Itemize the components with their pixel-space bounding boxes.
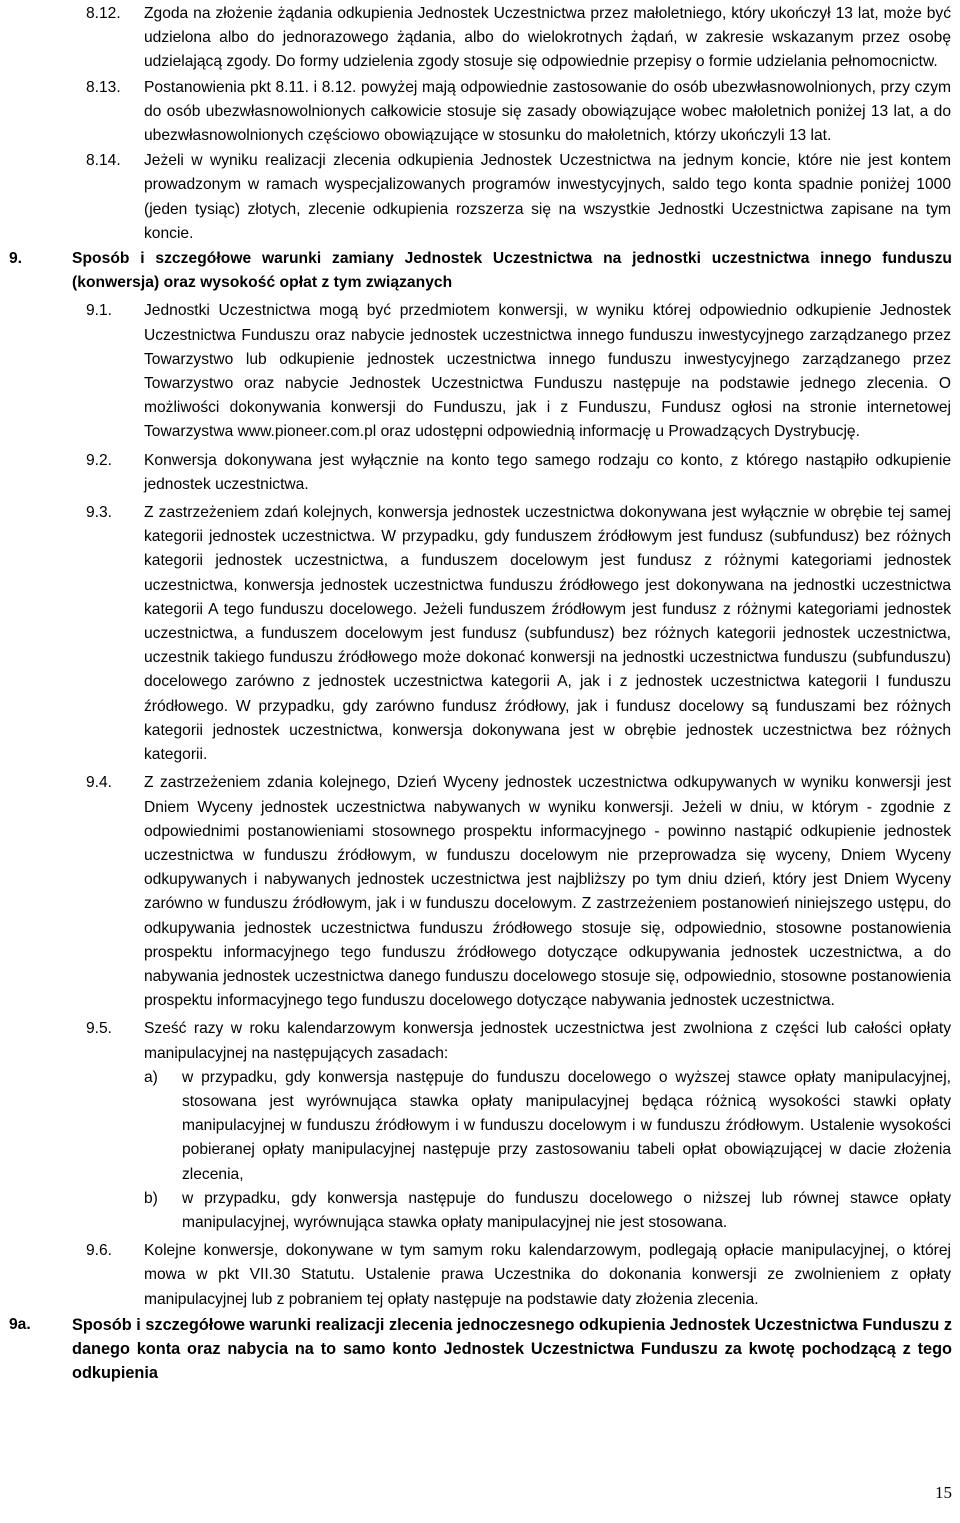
section-9-heading [0, 247, 960, 295]
clause-number: 8.14. [86, 152, 121, 170]
clause-9-2 [0, 449, 960, 497]
clause-text: Z zastrzeżeniem zdania kolejnego, Dzień Wyceny jednostek uczestnictwa odkupywanych w wyniku konwersji jest Dniem Wyceny jednostek uczestnictwa nabywanych w wyniku konwersji. Jeżeli w dniu, w którym - zgodnie z odpowiednimi postanowieniami stosownego prospektu informacyjnego - powinno nastąpić odkupienie jednostek uczestnictwa w funduszu źródłowym, w funduszu docelowym nie przeprowadza się wyceny, Dniem Wyceny odkupywanych i nabywanych jednostek uczestnictwa jest najbliższy po tym dniu dzień, który jest Dniem Wyceny zarówno w funduszu źródłowym, jak i w funduszu docelowym. Z zastrzeżeniem postanowień niniejszego ustępu, do odkupywania jednostek uczestnictwa funduszu źródłowego stosuje się, odpowiednio, stosowne postanowienia prospektu informacyjnego tego funduszu źródłowego dotyczące odkupywania jednostek uczestnictwa, a do nabywania jednostek uczestnictwa danego funduszu docelowego stosuje się, odpowiednio, stosowne postanowienia prospektu informacyjnego tego funduszu docelowego dotyczące nabywania jednostek uczestnictwa. [144, 774, 951, 1010]
list-item-a [144, 1066, 951, 1187]
section-number: 9. [9, 250, 23, 268]
section-9a-heading [0, 1313, 960, 1386]
list-item-b [144, 1187, 951, 1235]
clause-9-5 [0, 1017, 960, 1235]
page-number: 15 [935, 1483, 952, 1502]
section-title: Sposób i szczegółowe warunki zamiany Jednostek Uczestnictwa na jednostki uczestnictwa innego funduszu (konwersja) oraz wysokość opłat z tym związanych [72, 250, 952, 292]
list-item-text: w przypadku, gdy konwersja następuje do funduszu docelowego o niższej lub równej stawce opłaty manipulacyjnej, wyrównująca stawka opłaty manipulacyjnej nie jest stosowana. [182, 1189, 951, 1231]
clause-number: 8.12. [86, 5, 121, 22]
clause-8-14 [0, 149, 960, 246]
clause-text: Zgoda na złożenie żądania odkupienia Jednostek Uczestnictwa przez małoletniego, który ukończył 13 lat, może być udzielona albo do jednorazowego żądania, albo do wielokrotnych żądań, w zakresie wskazanym przez osobę udzielającą zgody. Do formy udzielenia zgody stosuje się odpowiednie przepisy o formie udzielania pełnomocnictw. [144, 5, 951, 71]
clause-9-3 [0, 501, 960, 767]
clause-text: Jeżeli w wyniku realizacji zlecenia odkupienia Jednostek Uczestnictwa na jednym koncie, które nie jest kontem prowadzonym w ramach wyspecjalizowanych programów inwestycyjnych, saldo tego konta spadnie poniżej 1000 (jeden tysiąc) złotych, zlecenie odkupienia rozszerza się na wszystkie Jednostki Uczestnictwa zapisane na tym koncie. [144, 152, 951, 242]
list-item-label: a) [144, 1068, 158, 1086]
clause-9-4 [0, 771, 960, 1013]
clause-8-13 [0, 76, 960, 149]
clause-8-12 [0, 2, 960, 75]
clause-number: 9.2. [86, 451, 113, 469]
clause-text: Z zastrzeżeniem zdań kolejnych, konwersja jednostek uczestnictwa dokonywana jest wyłącznie w obrębie tej samej kategorii jednostek uczestnictwa. W przypadku, gdy funduszem źródłowym jest fundusz (subfundusz) bez różnych kategorii jednostek uczestnictwa, a funduszem docelowym jest fundusz z różnymi kategoriami jednostek uczestnictwa, konwersja jednostek uczestnictwa funduszu źródłowego jest dokonywana na jednostki uczestnictwa kategorii A tego funduszu docelowego. Jeżeli funduszem źródłowym jest fundusz z różnymi kategoriami jednostek uczestnictwa, a funduszem docelowym jest fundusz (subfundusz) bez różnych kategorii jednostek uczestnictwa, uczestnik takiego funduszu źródłowego może dokonać konwersji na jednostki uczestnictwa funduszu (subfunduszu) docelowego zarówno z jednostek uczestnictwa kategorii A, jak i z jednostek uczestnictwa kategorii I funduszu źródłowego. W przypadku, gdy zarówno fundusz źródłowy, jak i fundusz docelowy są funduszami bez różnych kategorii jednostek uczestnictwa, konwersja dokonywana jest w obrębie jednostek uczestnictwa bez różnych kategorii. [144, 504, 951, 764]
clause-text: Postanowienia pkt 8.11. i 8.12. powyżej mają odpowiednie zastosowanie do osób ubezwłasnowolnionych, przy czym do osób ubezwłasnowolnionych całkowicie stosuje się zasady obowiązujące wobec małoletnich poniżej 13 lat, a do ubezwłasnowolnionych częściowo obowiązujące w stosunku do małoletnich, którzy ukończyli 13 lat. [144, 78, 951, 145]
list-item-text: w przypadku, gdy konwersja następuje do funduszu docelowego o wyższej stawce opłaty manipulacyjnej, stosowana jest wyrównująca stawka opłaty manipulacyjnej będąca różnicą wysokości stawki opłaty manipulacyjnej w funduszu źródłowym i w funduszu docelowym i w funduszu źródłowym. Ustalenie wysokości pobieranej opłaty manipulacyjnej następuje przy zastosowaniu tabeli opłat obowiązującej w dacie złożenia zlecenia, [182, 1068, 951, 1183]
clause-text: Konwersja dokonywana jest wyłącznie na konto tego samego rodzaju co konto, z którego nastąpiło odkupienie jednostek uczestnictwa. [144, 451, 951, 493]
clause-number: 8.13. [86, 78, 121, 96]
list-item-label: b) [144, 1189, 158, 1207]
clause-text: Sześć razy w roku kalendarzowym konwersja jednostek uczestnictwa jest zwolniona z części lub całości opłaty manipulacyjnej na następujących zasadach: [144, 1020, 951, 1062]
clause-9-1 [0, 299, 960, 444]
clause-number: 9.4. [86, 774, 113, 792]
clause-number: 9.1. [86, 302, 113, 320]
clause-number: 9.3. [86, 504, 113, 522]
section-title: Sposób i szczegółowe warunki realizacji zlecenia jednoczesnego odkupienia Jednostek Uczestnictwa Funduszu z danego konta oraz nabycia na to samo konto Jednostek Uczestnictwa Funduszu za kwotę pochodzącą z tego odkupienia [72, 1315, 952, 1383]
clause-number: 9.6. [86, 1242, 113, 1260]
clause-9-6 [0, 1239, 960, 1312]
clause-text: Jednostki Uczestnictwa mogą być przedmiotem konwersji, w wyniku której odpowiednio odkupienie Jednostek Uczestnictwa Funduszu oraz nabycie jednostek uczestnictwa innego funduszu inwestycyjnego zarządzanego przez Towarzystwo lub odkupienie jednostek uczestnictwa innego funduszu inwestycyjnego zarządzanego przez Towarzystwo oraz nabycie Jednostek Uczestnictwa Funduszu następuje na podstawie jednego zlecenia. O możliwości dokonywania konwersji do Funduszu, jak i z Funduszu, Fundusz ogłosi na stronie internetowej Towarzystwa www.pioneer.com.pl oraz udostępni odpowiednią informację u Prowadzących Dystrybucję. [144, 302, 951, 441]
clause-content [144, 1017, 951, 1235]
clause-text: Kolejne konwersje, dokonywane w tym samym roku kalendarzowym, podlegają opłacie manipulacyjnej, o której mowa w pkt VII.30 Statutu. Ustalenie prawa Uczestnika do dokonania konwersji ze zwolnieniem z opłaty manipulacyjnej lub z pobraniem tej opłaty następuje na podstawie daty złożenia zlecenia. [144, 1242, 951, 1308]
clause-number: 9.5. [86, 1020, 113, 1038]
section-number: 9a. [9, 1315, 31, 1333]
document-page [0, 2, 960, 1385]
